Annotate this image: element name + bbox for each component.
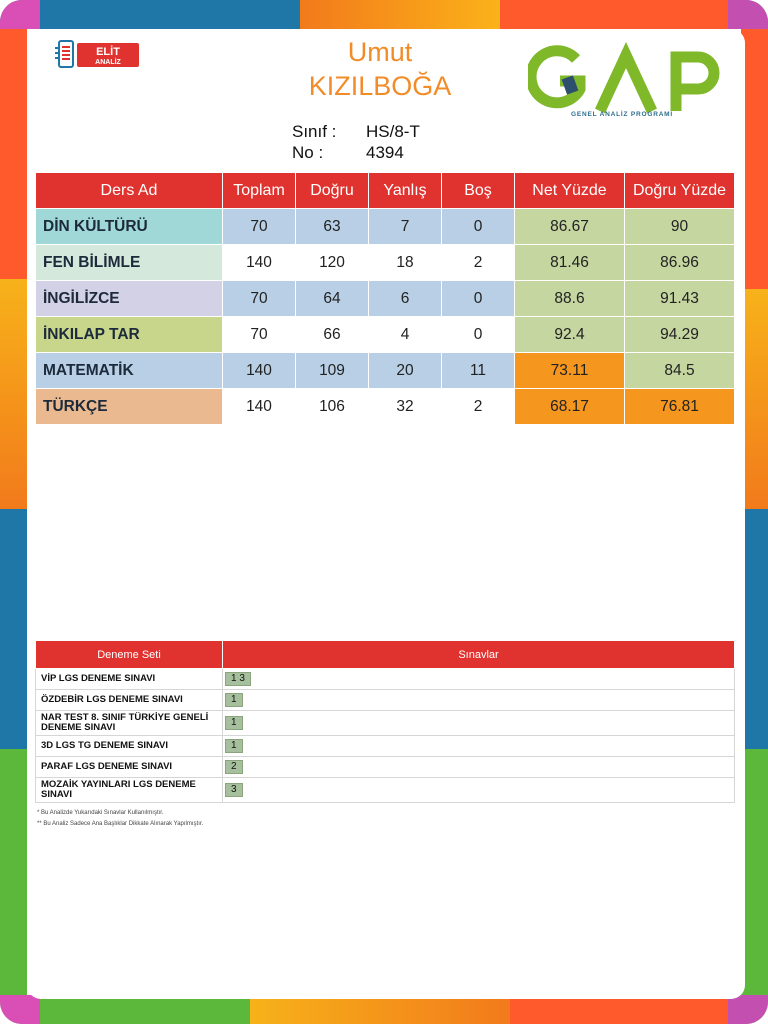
- score-table: [35, 172, 735, 425]
- frame-bottom-orange: [250, 995, 510, 1024]
- svg-text:ELİT: ELİT: [96, 46, 120, 58]
- exam-name: MOZAİK YAYINLARI LGS DENEME SINAVI: [36, 778, 223, 803]
- elit-analiz-logo: [55, 38, 143, 72]
- dogru-cell: 66: [296, 317, 369, 353]
- exam-counts: [223, 778, 735, 803]
- frame-right-orange: [741, 289, 768, 509]
- toplam-cell: 140: [223, 353, 296, 389]
- table-row: [36, 353, 735, 389]
- table-row: [36, 317, 735, 353]
- dogru-cell: 120: [296, 245, 369, 281]
- yanlis-cell: 18: [369, 245, 442, 281]
- dogru-cell: 109: [296, 353, 369, 389]
- gap-logo: [528, 42, 723, 122]
- subject-cell: İNKILAP TAR: [36, 317, 223, 353]
- net-yuzde-cell: 92.4: [515, 317, 625, 353]
- exam-row: [36, 669, 735, 690]
- frame-left-orange: [0, 279, 27, 509]
- toplam-cell: 70: [223, 317, 296, 353]
- exam-counts: [223, 711, 735, 736]
- header-sinavlar: Sınavlar: [223, 641, 735, 669]
- exam-row: [36, 690, 735, 711]
- net-yuzde-cell: 86.67: [515, 209, 625, 245]
- bos-cell: 11: [442, 353, 515, 389]
- frame-corner-bl: [0, 995, 40, 1024]
- footnote-2: ** Bu Analiz Sadece Ana Başlıklar Dikkate Alınarak Yapılmıştır.: [37, 821, 204, 827]
- net-yuzde-cell: 88.6: [515, 281, 625, 317]
- yanlis-cell: 6: [369, 281, 442, 317]
- score-table-header: [36, 173, 735, 209]
- frame-top-orange: [300, 0, 500, 29]
- yanlis-cell: 32: [369, 389, 442, 425]
- table-row: [36, 281, 735, 317]
- bos-cell: 2: [442, 389, 515, 425]
- yanlis-cell: 7: [369, 209, 442, 245]
- class-label: Sınıf :: [292, 122, 337, 141]
- yanlis-cell: 4: [369, 317, 442, 353]
- exam-count-chip: 2: [225, 760, 243, 774]
- subject-cell: İNGİLİZCE: [36, 281, 223, 317]
- svg-text:ANALİZ: ANALİZ: [95, 59, 121, 66]
- exam-name: NAR TEST 8. SINIF TÜRKİYE GENELİ DENEME SINAVI: [36, 711, 223, 736]
- dogru-yuzde-cell: 86.96: [625, 245, 735, 281]
- dogru-cell: 63: [296, 209, 369, 245]
- dogru-yuzde-cell: 76.81: [625, 389, 735, 425]
- exam-name: ÖZDEBİR LGS DENEME SINAVI: [36, 690, 223, 711]
- toplam-cell: 70: [223, 209, 296, 245]
- exam-count-chip: 1 3: [225, 672, 251, 686]
- subject-cell: MATEMATİK: [36, 353, 223, 389]
- exam-counts: [223, 669, 735, 690]
- frame-corner-tl: [0, 0, 40, 29]
- class-info: [292, 122, 492, 142]
- class-value: HS/8-T: [366, 122, 420, 141]
- bos-cell: 0: [442, 209, 515, 245]
- exam-name: PARAF LGS DENEME SINAVI: [36, 757, 223, 778]
- header-deneme-seti: Deneme Seti: [36, 641, 223, 669]
- header-yanlis: Yanlış: [369, 173, 442, 209]
- student-first-name: Umut: [347, 37, 413, 67]
- exam-row: [36, 711, 735, 736]
- dogru-cell: 106: [296, 389, 369, 425]
- toplam-cell: 70: [223, 281, 296, 317]
- exam-name: VİP LGS DENEME SINAVI: [36, 669, 223, 690]
- subject-cell: DİN KÜLTÜRÜ: [36, 209, 223, 245]
- frame-left-blue: [0, 509, 27, 749]
- dogru-yuzde-cell: 94.29: [625, 317, 735, 353]
- gap-subtitle: GENEL ANALİZ PROGRAMI: [570, 111, 674, 118]
- frame-corner-br: [728, 995, 768, 1024]
- frame-top-red: [500, 0, 730, 29]
- header-dogru: Doğru: [296, 173, 369, 209]
- dogru-yuzde-cell: 91.43: [625, 281, 735, 317]
- frame-left-green: [0, 749, 27, 999]
- net-yuzde-cell: 68.17: [515, 389, 625, 425]
- frame-right-red: [741, 29, 768, 289]
- bos-cell: 2: [442, 245, 515, 281]
- frame-left-red: [0, 29, 27, 279]
- subject-cell: TÜRKÇE: [36, 389, 223, 425]
- exam-counts: [223, 757, 735, 778]
- bos-cell: 0: [442, 281, 515, 317]
- net-yuzde-cell: 81.46: [515, 245, 625, 281]
- exam-name: 3D LGS TG DENEME SINAVI: [36, 736, 223, 757]
- exam-counts: [223, 690, 735, 711]
- exam-table-header: [36, 641, 735, 669]
- dogru-yuzde-cell: 84.5: [625, 353, 735, 389]
- header-dogru-yuzde: Doğru Yüzde: [625, 173, 735, 209]
- exam-row: [36, 778, 735, 803]
- exam-count-chip: 3: [225, 783, 243, 797]
- exam-counts: [223, 736, 735, 757]
- exam-count-chip: 1: [225, 716, 243, 730]
- student-last-name: KIZILBOĞA: [308, 71, 452, 101]
- header-toplam: Toplam: [223, 173, 296, 209]
- bos-cell: 0: [442, 317, 515, 353]
- dogru-yuzde-cell: 90: [625, 209, 735, 245]
- no-label: No :: [292, 143, 324, 162]
- exam-count-chip: 1: [225, 739, 243, 753]
- exam-count-chip: 1: [225, 693, 243, 707]
- subject-cell: FEN BİLİMLE: [36, 245, 223, 281]
- table-row: [36, 389, 735, 425]
- student-no-info: [292, 143, 492, 163]
- frame-bottom-red: [510, 995, 730, 1024]
- header-ders-ad: Ders Ad: [36, 173, 223, 209]
- exam-row: [36, 757, 735, 778]
- frame-corner-tr: [728, 0, 768, 29]
- no-value: 4394: [366, 143, 404, 162]
- footnote-1: * Bu Analizde Yukarıdaki Sınavlar Kullanılmıştır.: [37, 810, 164, 816]
- table-row: [36, 209, 735, 245]
- header-net-yuzde: Net Yüzde: [515, 173, 625, 209]
- net-yuzde-cell: 73.11: [515, 353, 625, 389]
- yanlis-cell: 20: [369, 353, 442, 389]
- frame-right-green: [741, 749, 768, 999]
- header-bos: Boş: [442, 173, 515, 209]
- frame-right-blue: [741, 509, 768, 749]
- footnotes: [37, 808, 203, 830]
- toplam-cell: 140: [223, 389, 296, 425]
- dogru-cell: 64: [296, 281, 369, 317]
- exam-table: [35, 640, 735, 803]
- table-row: [36, 245, 735, 281]
- exam-row: [36, 736, 735, 757]
- toplam-cell: 140: [223, 245, 296, 281]
